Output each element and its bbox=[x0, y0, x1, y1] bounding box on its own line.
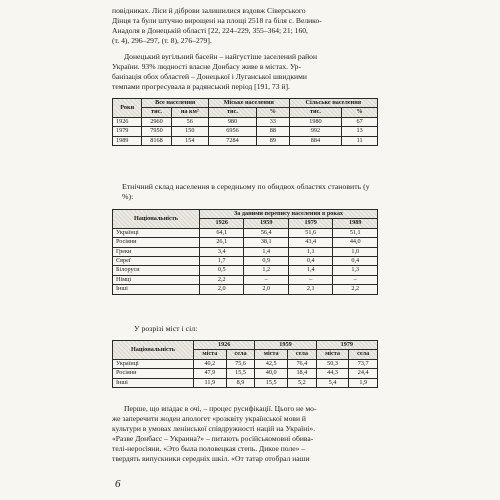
table-cell: 1926 bbox=[113, 117, 142, 126]
year-header: 1926 bbox=[194, 341, 255, 350]
paragraph-forests bbox=[112, 6, 378, 46]
year-header: 1989 bbox=[333, 219, 378, 228]
table-cell: 2,2 bbox=[333, 285, 378, 294]
unit-header: міста bbox=[255, 350, 288, 359]
text-line: Дінця та були штучно вирощені на площі 2518 га біля с. Велико- bbox=[112, 16, 322, 26]
table-cell: 1,0 bbox=[333, 247, 378, 256]
table-row bbox=[113, 266, 378, 275]
table-cell: 0,4 bbox=[333, 257, 378, 266]
table-cell: 0,5 bbox=[200, 266, 244, 275]
table-cell: Росіяни bbox=[113, 238, 200, 247]
table-cell: 1,9 bbox=[349, 378, 378, 387]
table-cell: 7950 bbox=[142, 127, 171, 136]
table-cell: 11,9 bbox=[194, 378, 227, 387]
table-row bbox=[113, 228, 378, 237]
col-header-rural: Сільське населення bbox=[289, 99, 377, 108]
table-cell: – bbox=[244, 275, 288, 284]
table-cell: 50,3 bbox=[316, 359, 349, 368]
year-header: 1979 bbox=[316, 341, 377, 350]
table-row bbox=[113, 127, 378, 136]
table-cell: 88 bbox=[256, 127, 289, 136]
table-row bbox=[113, 238, 378, 247]
table-cell: Інші bbox=[113, 378, 194, 387]
urban-rural-caption: У розрізі міст і сіл: bbox=[134, 324, 198, 333]
table-cell: 64,1 bbox=[200, 228, 244, 237]
unit-header: % bbox=[342, 108, 378, 117]
table-cell: 40,2 bbox=[194, 359, 227, 368]
text-line: темпами прогресувала в радянський період [191, 73 й]. bbox=[112, 82, 290, 92]
table-cell: Українці bbox=[113, 359, 194, 368]
table-cell: 1,4 bbox=[244, 247, 288, 256]
table-cell: – bbox=[333, 275, 378, 284]
page-number: 6 bbox=[115, 478, 121, 490]
text-line: повідниках. Ліси й діброви залишилися вздовж Сіверського bbox=[112, 6, 306, 15]
table-cell: 15,5 bbox=[226, 369, 255, 378]
table-cell: 33 bbox=[256, 117, 289, 126]
table-cell: 2,2 bbox=[200, 275, 244, 284]
table-cell: 1,1 bbox=[288, 247, 332, 256]
paragraph-donbas-urbanization bbox=[112, 52, 378, 92]
text-line: (т. 4), 296–297, (т. 8), 276–279]. bbox=[112, 36, 212, 46]
table-cell: 26,1 bbox=[200, 238, 244, 247]
table-cell: 76,4 bbox=[288, 359, 317, 368]
unit-header: села bbox=[226, 350, 255, 359]
unit-header: міста bbox=[316, 350, 349, 359]
unit-header: % bbox=[256, 108, 289, 117]
table-cell: 24,4 bbox=[349, 369, 378, 378]
text-line: банізація обох областей – Донецької і Луганської швидкими bbox=[112, 72, 307, 82]
table-cell: Німці bbox=[113, 275, 200, 284]
table-cell: 56,4 bbox=[244, 228, 288, 237]
table-row bbox=[113, 275, 378, 284]
table-cell: – bbox=[288, 275, 332, 284]
table-cell: Євреї bbox=[113, 257, 200, 266]
paragraph-russification bbox=[112, 404, 378, 465]
table-row bbox=[113, 136, 378, 145]
table-cell: 1,7 bbox=[200, 257, 244, 266]
unit-header: на км² bbox=[171, 108, 208, 117]
table-cell: 1,2 bbox=[244, 266, 288, 275]
table-cell: 75,6 bbox=[226, 359, 255, 368]
table-cell: 5,2 bbox=[288, 378, 317, 387]
text-line: Перше, що впадає в очі, – процес русифікації. Цього не мо- bbox=[124, 404, 317, 413]
table-cell: 51,1 bbox=[333, 228, 378, 237]
table-cell: 8,9 bbox=[226, 378, 255, 387]
urban-rural-table bbox=[112, 340, 378, 388]
table-cell: 992 bbox=[289, 127, 342, 136]
table-cell: 1,4 bbox=[288, 266, 332, 275]
table-cell: 89 bbox=[256, 136, 289, 145]
table-cell: 154 bbox=[171, 136, 208, 145]
unit-header: міста bbox=[194, 350, 227, 359]
table-row bbox=[113, 378, 378, 387]
text-line: телі-неросіяни. «Это была половецкая степь. Дикое поле» – bbox=[112, 444, 306, 454]
table-cell: 5,4 bbox=[316, 378, 349, 387]
table-cell: 7284 bbox=[208, 136, 256, 145]
table-cell: Греки bbox=[113, 247, 200, 256]
table-cell: 13 bbox=[342, 127, 378, 136]
year-header: 1979 bbox=[288, 219, 332, 228]
col-header-urban: Міське населення bbox=[208, 99, 289, 108]
table-row bbox=[113, 117, 378, 126]
table-cell: 980 bbox=[208, 117, 256, 126]
table-cell: 884 bbox=[289, 136, 342, 145]
table-cell: 0,4 bbox=[288, 257, 332, 266]
table-cell: 2,1 bbox=[288, 285, 332, 294]
table-row bbox=[113, 285, 378, 294]
unit-header: тис. bbox=[142, 108, 171, 117]
col-header-census: За даними перепису населення в роках bbox=[200, 210, 378, 219]
ethnic-caption: Етнічний склад населення в середньому по обидвох областях становить (у %): bbox=[122, 182, 370, 201]
ethnic-table bbox=[112, 209, 378, 295]
unit-header: тис. bbox=[289, 108, 342, 117]
table-cell: 6956 bbox=[208, 127, 256, 136]
table-cell: 67 bbox=[342, 117, 378, 126]
table-cell: 1980 bbox=[289, 117, 342, 126]
year-header: 1926 bbox=[200, 219, 244, 228]
table-row bbox=[113, 247, 378, 256]
text-line: твердять випускники середніх шкіл. «От татар отобрал наши bbox=[112, 454, 310, 464]
table-cell: 1979 bbox=[113, 127, 142, 136]
col-header-year: Роки bbox=[113, 99, 142, 118]
table-cell: 42,5 bbox=[255, 359, 288, 368]
table-cell: Українці bbox=[113, 228, 200, 237]
table-cell: 44,3 bbox=[316, 369, 349, 378]
text-line: Анадоля в Донецькій області [22, 224–229, 355–364; 21; 160, bbox=[112, 26, 308, 36]
table-cell: 0,9 bbox=[244, 257, 288, 266]
col-header-nationality: Національність bbox=[113, 341, 194, 360]
table-cell: 56 bbox=[171, 117, 208, 126]
table-cell: 40,0 bbox=[255, 369, 288, 378]
text-line: же заперечити жоден апологет «розквіту української мови й bbox=[112, 414, 306, 424]
table-cell: 150 bbox=[171, 127, 208, 136]
population-table bbox=[112, 98, 378, 146]
col-header-all: Все населення bbox=[142, 99, 209, 108]
table-row bbox=[113, 257, 378, 266]
text-line: Донецький вугільний басейн – найгустіше заселений район bbox=[124, 52, 318, 61]
table-cell: 44,0 bbox=[333, 238, 378, 247]
table-cell: 18,4 bbox=[288, 369, 317, 378]
table-cell: 1989 bbox=[113, 136, 142, 145]
text-line: України. 93% людності власне Донбасу живе в містах. Ур- bbox=[112, 62, 301, 72]
table-cell: 2,0 bbox=[200, 285, 244, 294]
table-cell: 8168 bbox=[142, 136, 171, 145]
table-cell: 15,5 bbox=[255, 378, 288, 387]
text-line: культури в умовах ленінської співдружності націй на Україні». bbox=[112, 424, 316, 434]
text-line: «Разве Донбасс – Украина?» – питають російськомовні обива- bbox=[112, 434, 314, 444]
table-cell: 2960 bbox=[142, 117, 171, 126]
table-cell: 3,4 bbox=[200, 247, 244, 256]
table-row bbox=[113, 369, 378, 378]
year-header: 1959 bbox=[244, 219, 288, 228]
unit-header: села bbox=[288, 350, 317, 359]
unit-header: села bbox=[349, 350, 378, 359]
table-cell: 1,3 bbox=[333, 266, 378, 275]
table-cell: Росіяни bbox=[113, 369, 194, 378]
table-cell: 47,9 bbox=[194, 369, 227, 378]
year-header: 1959 bbox=[255, 341, 316, 350]
col-header-nationality: Національність bbox=[113, 210, 200, 229]
table-cell: 73,7 bbox=[349, 359, 378, 368]
table-cell: 38,1 bbox=[244, 238, 288, 247]
table-cell: 11 bbox=[342, 136, 378, 145]
table-row bbox=[113, 359, 378, 368]
table-cell: 2,0 bbox=[244, 285, 288, 294]
table-cell: 51,6 bbox=[288, 228, 332, 237]
table-cell: 43,4 bbox=[288, 238, 332, 247]
table-cell: Білоруси bbox=[113, 266, 200, 275]
table-cell: Інші bbox=[113, 285, 200, 294]
unit-header: тис. bbox=[208, 108, 256, 117]
